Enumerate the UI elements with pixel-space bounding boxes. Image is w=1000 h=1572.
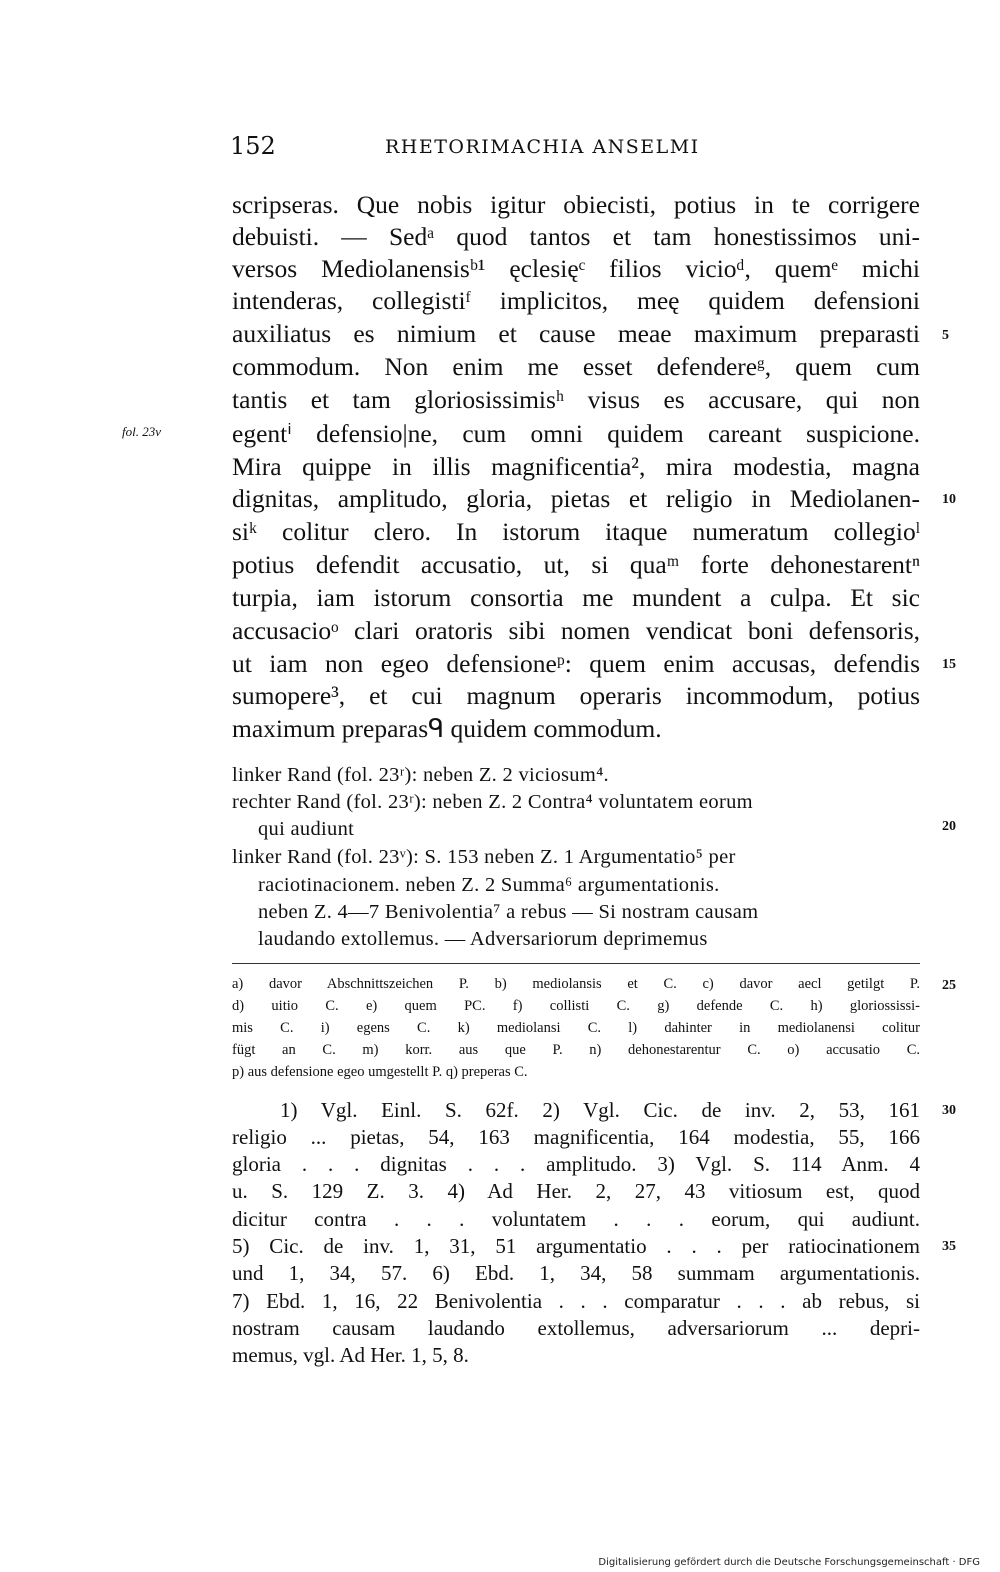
line-number: 25 [942, 978, 956, 993]
main-line: tantis et tam gloriosissimisʰ visus es accusare, qui non [232, 385, 920, 414]
main-line: turpia, iam istorum consortia me mundent a culpa. Et sic [232, 583, 920, 612]
main-line: ut iam non egeo defensioneᵖ: quem enim accusas, defendis [232, 649, 920, 678]
source-line: 7) Ebd. 1, 16, 22 Benivolentia . . . comparatur . . . ab rebus, si [232, 1289, 920, 1313]
source-line: religio ... pietas, 54, 163 magnificentia, 164 modestia, 55, 166 [232, 1125, 920, 1149]
source-line: und 1, 34, 57. 6) Ebd. 1, 34, 58 summam argumentationis. [232, 1261, 920, 1285]
main-line: commodum. Non enim me esset defendereᵍ, quem cum [232, 352, 920, 381]
line-number: 35 [942, 1239, 956, 1254]
source-line: gloria . . . dignitas . . . amplitudo. 3) Vgl. S. 114 Anm. 4 [232, 1152, 920, 1176]
main-line: auxiliatus es nimium et cause meae maximum preparasti [232, 319, 920, 348]
digitization-credit: Digitalisierung gefördert durch die Deutsche Forschungsgemeinschaft · DFG [598, 1557, 980, 1568]
main-line: maximum preparasᑫ quidem commodum. [232, 714, 662, 743]
marginal-note-line: raciotinacionem. neben Z. 2 Summa⁶ argumentationis. [258, 874, 720, 896]
main-line: sumopere³, et cui magnum operaris incommodum, potius [232, 681, 920, 710]
apparatus-line: d) uitio C. e) quem PC. f) collisti C. g) defende C. h) gloriossissi- [232, 998, 920, 1014]
source-line: 5) Cic. de inv. 1, 31, 51 argumentatio . . . per ratiocinationem [232, 1234, 920, 1258]
marginal-note-line: rechter Rand (fol. 23ʳ): neben Z. 2 Contra⁴ voluntatem eorum [232, 791, 753, 813]
marginal-note-line: linker Rand (fol. 23ᵛ): S. 153 neben Z. 1 Argumentatio⁵ per [232, 846, 736, 868]
apparatus-line: p) aus defensione egeo umgestellt P. q) preperas C. [232, 1064, 528, 1080]
line-number: 10 [942, 492, 956, 507]
main-line: dignitas, amplitudo, gloria, pietas et religio in Mediolanen- [232, 484, 920, 513]
marginal-note-line: laudando extollemus. — Adversariorum deprimemus [258, 928, 708, 950]
line-number: 20 [942, 819, 956, 834]
main-line: siᵏ colitur clero. In istorum itaque numeratum collegioˡ [232, 517, 920, 546]
divider [232, 963, 920, 964]
main-line: accusacioᵒ clari oratoris sibi nomen vendicat boni defensoris, [232, 616, 920, 645]
line-number: 30 [942, 1103, 956, 1118]
folio-margin-note: fol. 23v [122, 424, 161, 439]
page-number: 152 [230, 132, 276, 160]
marginal-note-line: qui audiunt [258, 818, 355, 840]
apparatus-line: a) davor Abschnittszeichen P. b) mediolansis et C. c) davor aecl getilgt P. [232, 976, 920, 992]
main-line: intenderas, collegistiᶠ implicitos, meę quidem defensioni [232, 286, 920, 315]
running-title: RHETORIMACHIA ANSELMI [385, 136, 700, 158]
marginal-note-line: neben Z. 4—7 Benivolentia⁷ a rebus — Si nostram causam [258, 901, 759, 923]
line-number: 15 [942, 657, 956, 672]
source-line: 1) Vgl. Einl. S. 62f. 2) Vgl. Cic. de inv. 2, 53, 161 [280, 1098, 920, 1122]
source-line: memus, vgl. Ad Her. 1, 5, 8. [232, 1343, 469, 1367]
main-line: egentⁱ defensio|ne, cum omni quidem careant suspicione. [232, 419, 920, 448]
source-line: dicitur contra . . . voluntatem . . . eorum, qui audiunt. [232, 1207, 920, 1231]
apparatus-line: mis C. i) egens C. k) mediolansi C. l) dahinter in mediolanensi colitur [232, 1020, 920, 1036]
main-line: Mira quippe in illis magnificentia², mira modestia, magna [232, 452, 920, 481]
main-line: debuisti. — Sedᵃ quod tantos et tam honestissimos uni- [232, 222, 920, 251]
marginal-note-line: linker Rand (fol. 23ʳ): neben Z. 2 viciosum⁴. [232, 764, 609, 786]
main-line: versos Mediolanensisᵇ¹ ęclesięᶜ filios vicioᵈ, quemᵉ michi [232, 254, 920, 283]
main-line: potius defendit accusatio, ut, si quaᵐ forte dehonestarentⁿ [232, 550, 920, 579]
main-line: scripseras. Que nobis igitur obiecisti, potius in te corrigere [232, 190, 920, 219]
apparatus-line: fügt an C. m) korr. aus que P. n) dehonestarentur C. o) accusatio C. [232, 1042, 920, 1058]
line-number: 5 [942, 328, 949, 343]
source-line: nostram causam laudando extollemus, adversariorum ... depri- [232, 1316, 920, 1340]
source-line: u. S. 129 Z. 3. 4) Ad Her. 2, 27, 43 vitiosum est, quod [232, 1179, 920, 1203]
